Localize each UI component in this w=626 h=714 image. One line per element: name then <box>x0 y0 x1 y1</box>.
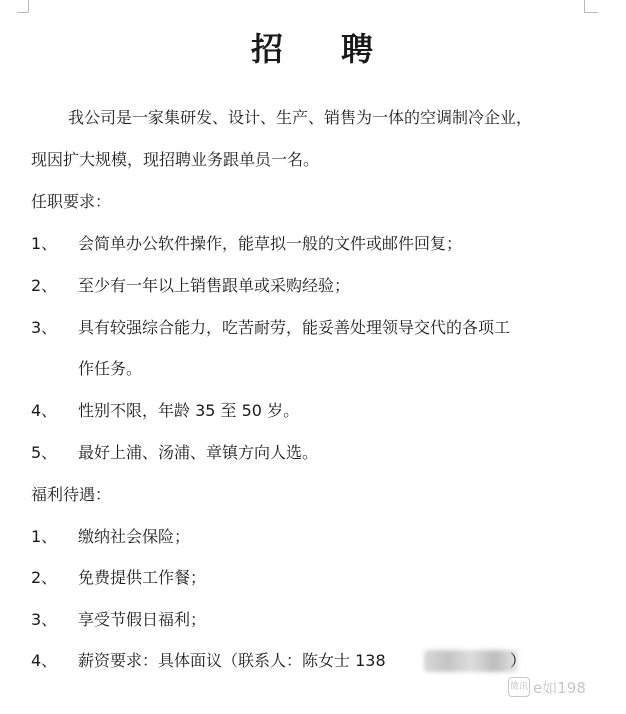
crop-mark-top-left-horizontal <box>17 12 28 13</box>
list-number: 5、 <box>31 443 58 462</box>
list-text: 享受节假日福利； <box>78 610 207 629</box>
requirement-item-continuation: 作任务。 <box>78 359 143 378</box>
intro-line-2: 现因扩大规模，现招聘业务跟单员一名。 <box>31 150 320 169</box>
list-text: 免费提供工作餐； <box>78 568 207 587</box>
closing-parenthesis: ） <box>510 651 527 670</box>
list-text: 会简单办公软件操作，能草拟一般的文件或邮件回复； <box>78 234 463 253</box>
requirement-item <box>31 318 510 338</box>
list-text: 薪资要求：具体面议（联系人：陈女士 138 <box>78 651 386 670</box>
list-text: 最好上浦、汤浦、章镇方向人选。 <box>78 443 319 462</box>
list-text: 至少有一年以上销售跟单或采购经验； <box>78 276 351 295</box>
watermark-text: e如198 <box>533 678 586 697</box>
requirement-item <box>31 443 318 463</box>
list-number: 2、 <box>31 276 58 295</box>
requirement-item <box>31 276 350 296</box>
list-text: 具有较强综合能力，吃苦耐劳，能妥善处理领导交代的各项工 <box>78 318 511 337</box>
redacted-phone-mask <box>424 650 518 672</box>
list-number: 4、 <box>31 651 58 670</box>
list-number: 3、 <box>31 610 58 629</box>
benefit-item <box>31 568 206 588</box>
list-number: 1、 <box>31 234 58 253</box>
list-number: 1、 <box>31 527 58 546</box>
title-char-2: 聘 <box>341 30 376 68</box>
list-text: 性别不限，年龄 35 至 50 岁。 <box>78 401 300 420</box>
benefits-heading: 福利待遇： <box>31 485 112 504</box>
requirements-heading: 任职要求： <box>31 192 112 211</box>
benefit-item <box>31 651 386 671</box>
requirement-item <box>31 234 462 254</box>
list-text: 缴纳社会保险； <box>78 527 191 546</box>
crop-mark-top-left <box>28 0 29 12</box>
crop-mark-top-right <box>584 0 585 12</box>
watermark-logo-icon: 微讯 <box>508 677 530 697</box>
list-number: 2、 <box>31 568 58 587</box>
requirement-item <box>31 401 299 421</box>
intro-line-1: 我公司是一家集研发、设计、生产、销售为一体的空调制冷企业， <box>68 108 533 127</box>
list-number: 4、 <box>31 401 58 420</box>
benefit-item <box>31 610 206 630</box>
watermark <box>508 676 586 698</box>
benefit-item <box>31 527 190 547</box>
crop-mark-top-right-horizontal <box>584 12 598 13</box>
document-title <box>0 24 626 70</box>
list-number: 3、 <box>31 318 58 337</box>
title-char-1: 招 <box>250 30 285 68</box>
